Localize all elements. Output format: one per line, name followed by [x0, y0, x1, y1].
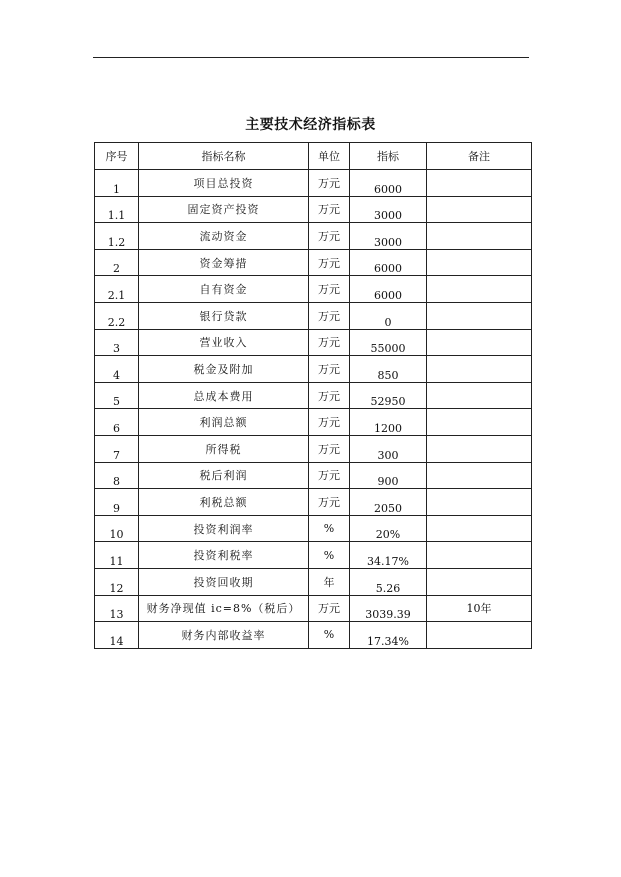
cell-value: 5.26 — [350, 568, 427, 595]
cell-no: 7 — [95, 435, 139, 462]
cell-note — [427, 382, 532, 409]
cell-value: 6000 — [350, 170, 427, 197]
cell-value: 2050 — [350, 489, 427, 516]
cell-note — [427, 622, 532, 649]
cell-value: 3000 — [350, 196, 427, 223]
table-row — [95, 249, 532, 276]
cell-value: 1200 — [350, 409, 427, 436]
cell-note — [427, 196, 532, 223]
cell-unit: 万元 — [309, 170, 350, 197]
table-row — [95, 515, 532, 542]
table-row — [95, 302, 532, 329]
cell-value: 3000 — [350, 223, 427, 250]
cell-value: 850 — [350, 356, 427, 383]
table-row — [95, 409, 532, 436]
table-row — [95, 356, 532, 383]
cell-name: 投资利润率 — [139, 515, 309, 542]
cell-no: 12 — [95, 568, 139, 595]
cell-no: 1.2 — [95, 223, 139, 250]
cell-unit: 万元 — [309, 435, 350, 462]
cell-no: 9 — [95, 489, 139, 516]
cell-note — [427, 462, 532, 489]
table-row — [95, 568, 532, 595]
cell-value: 52950 — [350, 382, 427, 409]
cell-unit: % — [309, 622, 350, 649]
cell-name: 营业收入 — [139, 329, 309, 356]
cell-unit: % — [309, 542, 350, 569]
cell-no: 3 — [95, 329, 139, 356]
cell-value: 6000 — [350, 249, 427, 276]
cell-unit: 万元 — [309, 302, 350, 329]
cell-unit: 万元 — [309, 329, 350, 356]
indicator-table — [94, 142, 532, 649]
cell-unit: 万元 — [309, 489, 350, 516]
cell-name: 项目总投资 — [139, 170, 309, 197]
cell-unit: % — [309, 515, 350, 542]
table-row — [95, 382, 532, 409]
cell-note — [427, 302, 532, 329]
cell-note — [427, 276, 532, 303]
column-header-unit: 单位 — [309, 143, 350, 170]
cell-no: 1.1 — [95, 196, 139, 223]
cell-name: 自有资金 — [139, 276, 309, 303]
cell-unit: 万元 — [309, 276, 350, 303]
table-row — [95, 595, 532, 622]
table-row — [95, 196, 532, 223]
table-row — [95, 170, 532, 197]
cell-unit: 万元 — [309, 462, 350, 489]
cell-name: 投资利税率 — [139, 542, 309, 569]
cell-note — [427, 435, 532, 462]
page-title: 主要技术经济指标表 — [245, 117, 376, 133]
cell-value: 3039.39 — [350, 595, 427, 622]
cell-no: 2 — [95, 249, 139, 276]
cell-name: 流动资金 — [139, 223, 309, 250]
column-header-value: 指标 — [350, 143, 427, 170]
cell-name: 总成本费用 — [139, 382, 309, 409]
cell-name: 银行贷款 — [139, 302, 309, 329]
cell-value: 900 — [350, 462, 427, 489]
table-header-row — [95, 143, 532, 170]
cell-unit: 万元 — [309, 249, 350, 276]
cell-no: 6 — [95, 409, 139, 436]
cell-name: 税后利润 — [139, 462, 309, 489]
cell-note — [427, 515, 532, 542]
table-row — [95, 462, 532, 489]
cell-note — [427, 223, 532, 250]
cell-no: 2.1 — [95, 276, 139, 303]
table-row — [95, 622, 532, 649]
cell-note — [427, 249, 532, 276]
cell-name: 固定资产投资 — [139, 196, 309, 223]
cell-no: 5 — [95, 382, 139, 409]
cell-unit: 万元 — [309, 356, 350, 383]
cell-value: 17.34% — [350, 622, 427, 649]
cell-name: 税金及附加 — [139, 356, 309, 383]
cell-no: 11 — [95, 542, 139, 569]
cell-value: 6000 — [350, 276, 427, 303]
cell-value: 0 — [350, 302, 427, 329]
cell-no: 4 — [95, 356, 139, 383]
cell-note — [427, 170, 532, 197]
cell-name: 资金筹措 — [139, 249, 309, 276]
cell-name: 利税总额 — [139, 489, 309, 516]
cell-unit: 万元 — [309, 196, 350, 223]
cell-note: 10年 — [427, 595, 532, 622]
cell-no: 13 — [95, 595, 139, 622]
cell-name: 财务净现值 ic=8%（税后） — [139, 595, 309, 622]
cell-unit: 万元 — [309, 595, 350, 622]
cell-name: 财务内部收益率 — [139, 622, 309, 649]
cell-no: 8 — [95, 462, 139, 489]
column-header-no: 序号 — [95, 143, 139, 170]
table-row — [95, 223, 532, 250]
cell-name: 利润总额 — [139, 409, 309, 436]
cell-name: 所得税 — [139, 435, 309, 462]
cell-unit: 年 — [309, 568, 350, 595]
cell-unit: 万元 — [309, 409, 350, 436]
cell-value: 55000 — [350, 329, 427, 356]
cell-unit: 万元 — [309, 223, 350, 250]
cell-unit: 万元 — [309, 382, 350, 409]
table-row — [95, 276, 532, 303]
cell-note — [427, 329, 532, 356]
cell-no: 2.2 — [95, 302, 139, 329]
column-header-name: 指标名称 — [139, 143, 309, 170]
table-row — [95, 489, 532, 516]
column-header-note: 备注 — [427, 143, 532, 170]
header-rule — [93, 57, 529, 58]
cell-no: 14 — [95, 622, 139, 649]
cell-value: 34.17% — [350, 542, 427, 569]
table-row — [95, 435, 532, 462]
cell-note — [427, 489, 532, 516]
cell-value: 20% — [350, 515, 427, 542]
cell-note — [427, 356, 532, 383]
cell-note — [427, 568, 532, 595]
cell-no: 10 — [95, 515, 139, 542]
cell-name: 投资回收期 — [139, 568, 309, 595]
table-row — [95, 542, 532, 569]
cell-note — [427, 409, 532, 436]
cell-note — [427, 542, 532, 569]
cell-value: 300 — [350, 435, 427, 462]
cell-no: 1 — [95, 170, 139, 197]
table-row — [95, 329, 532, 356]
